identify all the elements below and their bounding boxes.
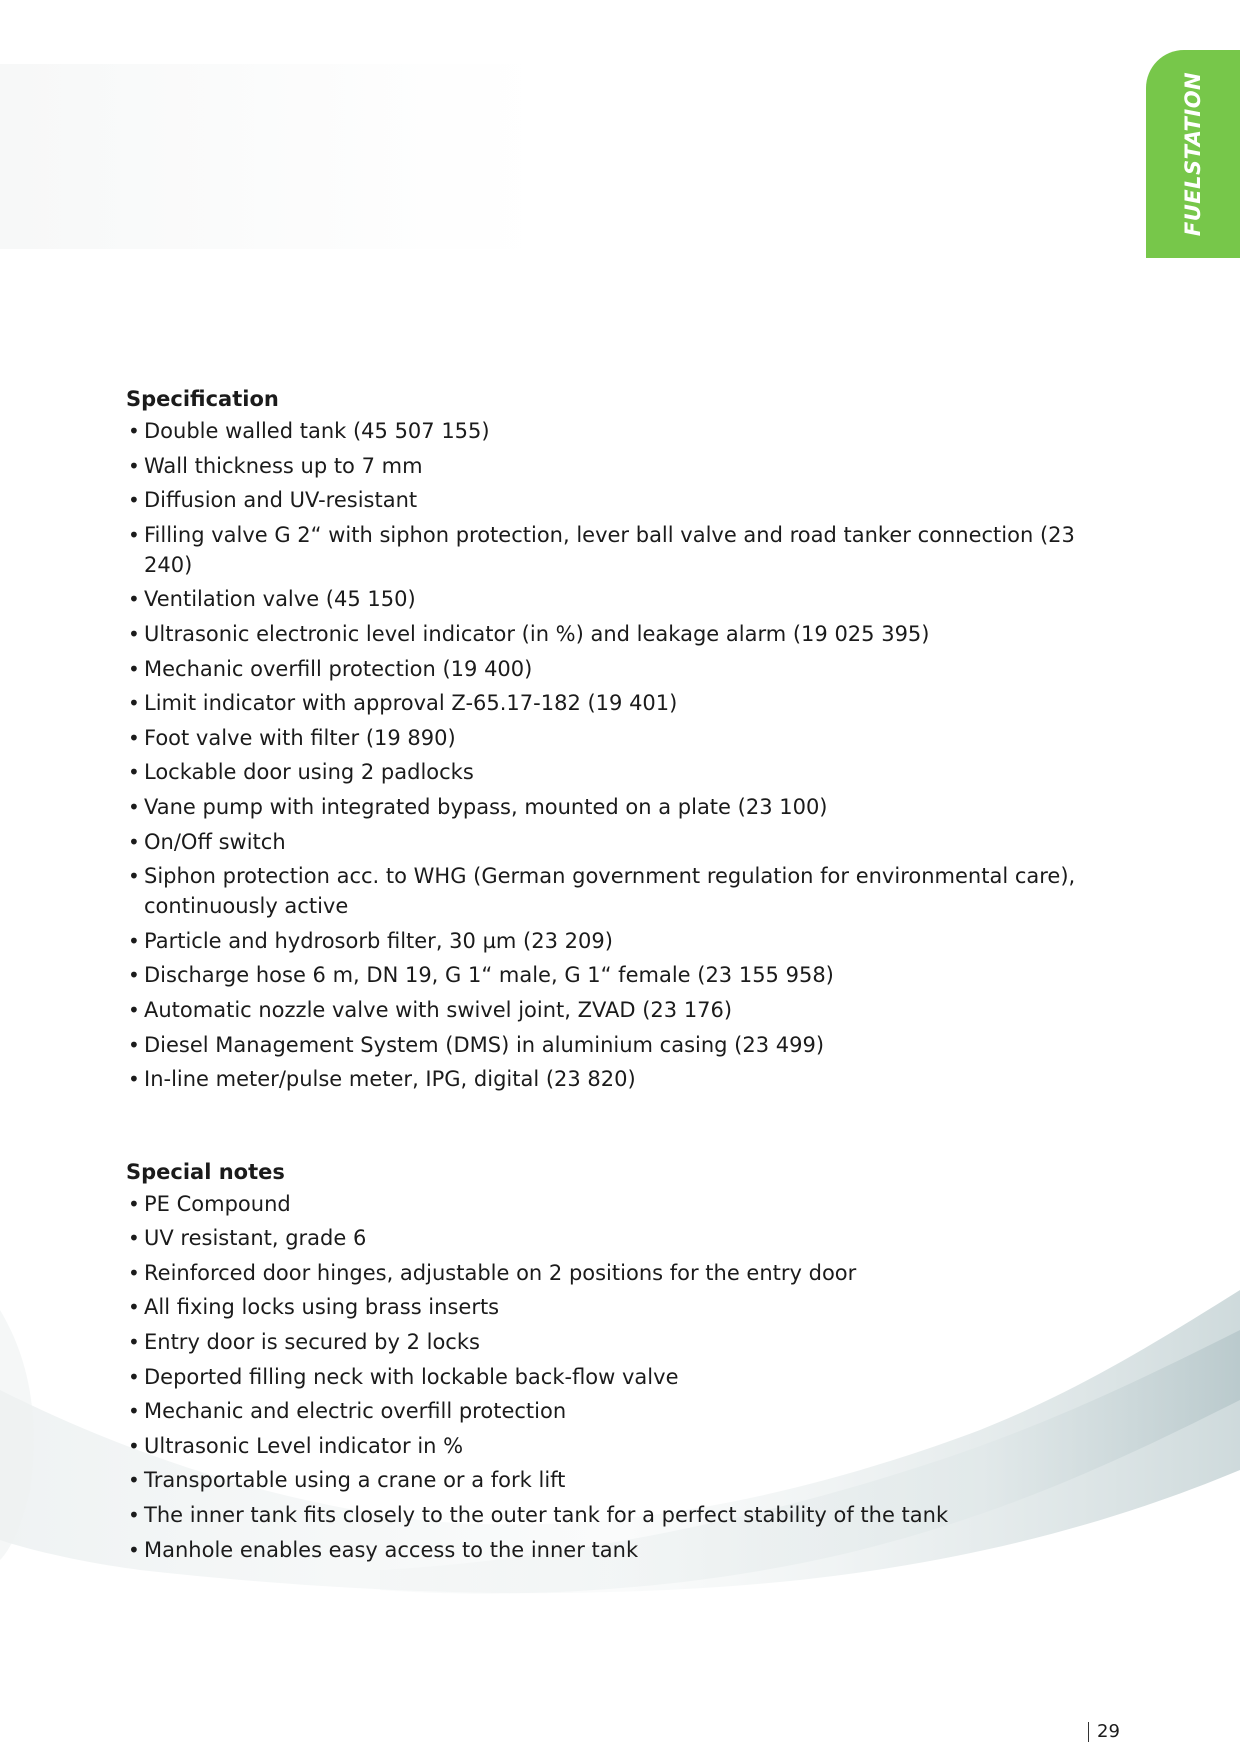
special-notes-heading: Special notes [126,1159,285,1184]
bullet-icon: • [128,1067,140,1092]
list-item: • PE Compound [126,1189,1086,1219]
list-item: • Siphon protection acc. to WHG (German government regulation for environmental care), continuously active [126,861,1086,921]
list-item: • Diffusion and UV-resistant [126,485,1086,515]
bullet-icon: • [128,794,140,819]
list-item: • Filling valve G 2“ with siphon protection, lever ball valve and road tanker connection (23 240) [126,520,1086,580]
bullet-icon: • [128,997,140,1022]
bullet-icon: • [128,1226,140,1251]
bullet-icon: • [128,1503,140,1528]
bullet-icon: • [128,829,140,854]
section-tab-label: FUELSTATION [1181,71,1205,237]
bullet-icon: • [128,419,140,443]
bullet-icon: • [128,725,140,750]
list-item: • Ventilation valve (45 150) [126,584,1086,614]
list-item: • Manhole enables easy access to the inner tank [126,1535,1086,1565]
list-item: • Vane pump with integrated bypass, mounted on a plate (23 100) [126,792,1086,822]
list-item: • UV resistant, grade 6 [126,1223,1086,1253]
list-item: • Double walled tank (45 507 155) [126,416,1086,446]
bullet-icon: • [128,1537,140,1562]
background-ghost-panel [0,64,545,249]
bullet-icon: • [128,1364,140,1389]
bullet-icon: • [128,1295,140,1320]
bullet-icon: • [128,760,140,785]
list-item: • In-line meter/pulse meter, IPG, digital (23 820) [126,1064,1086,1094]
bullet-icon: • [128,1433,140,1458]
list-item: • Limit indicator with approval Z-65.17-182 (19 401) [126,688,1086,718]
list-item: • Transportable using a crane or a fork lift [126,1465,1086,1495]
special-notes-list [126,1189,1086,1565]
list-item: • Reinforced door hinges, adjustable on 2 positions for the entry door [126,1258,1086,1288]
list-item: • Mechanic overfill protection (19 400) [126,654,1086,684]
list-item: • Deported filling neck with lockable back-flow valve [126,1362,1086,1392]
bullet-icon: • [128,621,140,646]
bullet-icon: • [128,587,140,612]
bullet-icon: • [128,1399,140,1424]
bullet-icon: • [128,691,140,716]
list-item: • Diesel Management System (DMS) in aluminium casing (23 499) [126,1030,1086,1060]
list-item: • Foot valve with filter (19 890) [126,723,1086,753]
specification-heading: Specification [126,387,279,411]
page-number: 29 [1088,1722,1120,1742]
list-item: • Entry door is secured by 2 locks [126,1327,1086,1357]
bullet-icon: • [128,656,140,681]
specification-list [126,416,1086,1094]
list-item: • Lockable door using 2 padlocks [126,757,1086,787]
content-area [126,382,1086,1569]
bullet-icon: • [128,1260,140,1285]
bullet-icon: • [128,1191,140,1216]
list-item: • The inner tank fits closely to the outer tank for a perfect stability of the tank [126,1500,1086,1530]
list-item: • All fixing locks using brass inserts [126,1292,1086,1322]
bullet-icon: • [128,522,140,547]
list-item: • Mechanic and electric overfill protection [126,1396,1086,1426]
bullet-icon: • [128,453,140,478]
section-gap [126,1099,1086,1155]
list-item: • Ultrasonic electronic level indicator (in %) and leakage alarm (19 025 395) [126,619,1086,649]
list-item: • Discharge hose 6 m, DN 19, G 1“ male, G 1“ female (23 155 958) [126,960,1086,990]
list-item: • Wall thickness up to 7 mm [126,451,1086,481]
list-item: • Particle and hydrosorb filter, 30 µm (23 209) [126,926,1086,956]
list-item: • Ultrasonic Level indicator in % [126,1431,1086,1461]
list-item: • Automatic nozzle valve with swivel joint, ZVAD (23 176) [126,995,1086,1025]
bullet-icon: • [128,864,140,889]
bullet-icon: • [128,1468,140,1493]
list-item: • On/Off switch [126,827,1086,857]
bullet-icon: • [128,963,140,988]
section-tab [1146,50,1240,258]
bullet-icon: • [128,1330,140,1355]
bullet-icon: • [128,488,140,513]
bullet-icon: • [128,928,140,953]
bullet-icon: • [128,1032,140,1057]
